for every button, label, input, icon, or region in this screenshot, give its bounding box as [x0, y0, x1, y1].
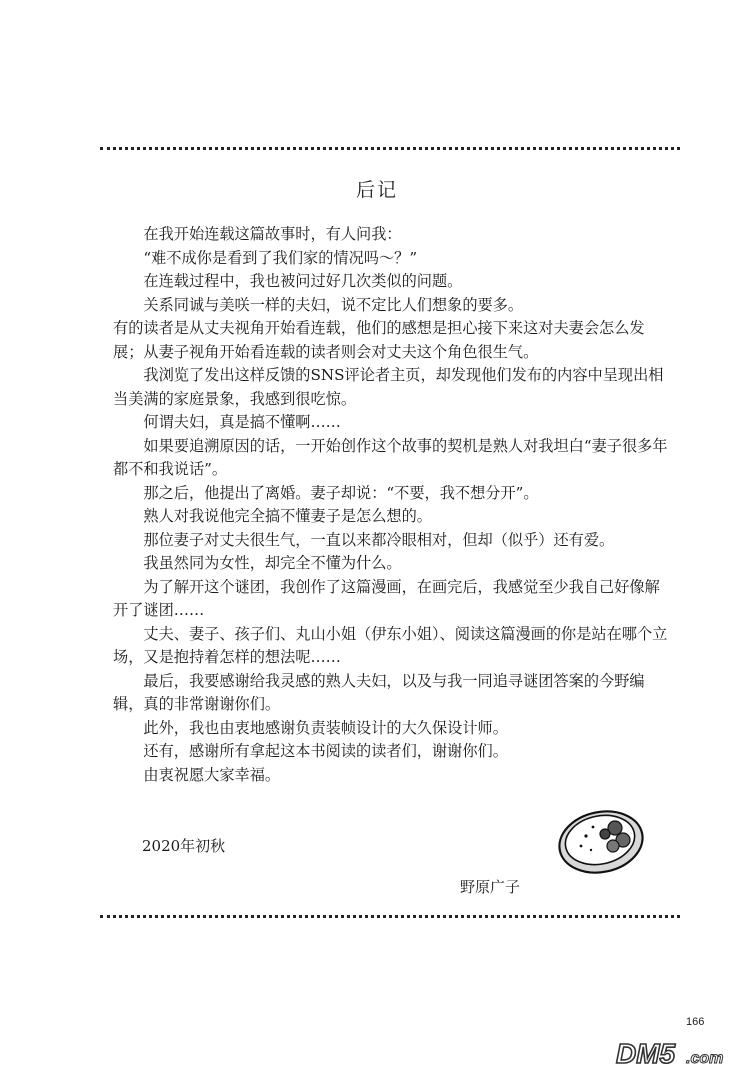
top-dotted-divider — [100, 147, 680, 150]
paragraph: “难不成你是看到了我们家的情况吗～？” — [143, 248, 418, 267]
date-line: 2020年初秋 — [142, 837, 226, 855]
paragraph: 我虽然同为女性，却完全不懂为什么。 — [143, 554, 402, 572]
paragraph: 为了解开这个谜团，我创作了这篇漫画，在画完后，我感觉至少我自己好像解开了谜团…… — [113, 577, 660, 619]
dm5-watermark-logo — [612, 1036, 744, 1070]
paragraph: 丈夫、妻子、孩子们、丸山小姐（伊东小姐）、阅读这篇漫画的你是站在哪个立场，又是抱持着怎样的想法呢…… — [113, 624, 668, 666]
paragraph: 那之后，他提出了离婚。妻子却说：“不要，我不想分开”。 — [143, 483, 539, 502]
paragraph: 何谓夫妇，真是搞不懂啊…… — [143, 413, 341, 431]
svg-text:DM5: DM5 — [616, 1038, 676, 1069]
paragraph: 此外，我也由衷地感谢负责装帧设计的大久保设计师。 — [143, 718, 508, 737]
paragraph: 有的读者是从丈夫视角开始看连载，他们的感想是担心接下来这对夫妻会怎么发展；从妻子视角开始看连载的读者则会对丈夫这个角色很生气。 — [113, 319, 645, 361]
paragraph: 熟人对我说他完全搞不懂妻子是怎么想的。 — [143, 507, 432, 525]
paragraph: 我浏览了发出这样反馈的SNS评论者主页，却发现他们发布的内容中呈现出相当美满的家庭景象，我感到很吃惊。 — [113, 366, 664, 408]
svg-text:.com: .com — [686, 1050, 724, 1067]
afterword-body — [113, 223, 673, 787]
paragraph: 还有，感谢所有拿起这本书阅读的读者们，谢谢你们。 — [143, 742, 508, 760]
paragraph: 在我开始连载这篇故事时，有人问我： — [143, 225, 402, 243]
paragraph: 如果要追溯原因的话，一开始创作这个故事的契机是熟人对我坦白“妻子很多年都不和我说话”。 — [113, 436, 668, 478]
page-number: 166 — [686, 1016, 705, 1028]
paragraph: 在连载过程中，我也被问过好几次类似的问题。 — [143, 272, 463, 290]
page-title: 后记 — [355, 179, 398, 201]
paragraph: 由衷祝愿大家幸福。 — [143, 765, 281, 784]
paragraph: 那位妻子对丈夫很生气，一直以来都冷眼相对，但却（似乎）还有爱。 — [143, 530, 615, 549]
bottom-dotted-divider — [100, 915, 680, 918]
paragraph: 最后，我要感谢给我灵感的熟人夫妇，以及与我一同追寻谜团答案的今野编辑，真的非常谢谢你们。 — [113, 671, 645, 713]
author-signature: 野原广子 — [460, 878, 521, 896]
rice-bowl-illustration — [553, 798, 653, 878]
paragraph: 关系同诚与美咲一样的夫妇，说不定比人们想象的要多。 — [143, 295, 524, 314]
